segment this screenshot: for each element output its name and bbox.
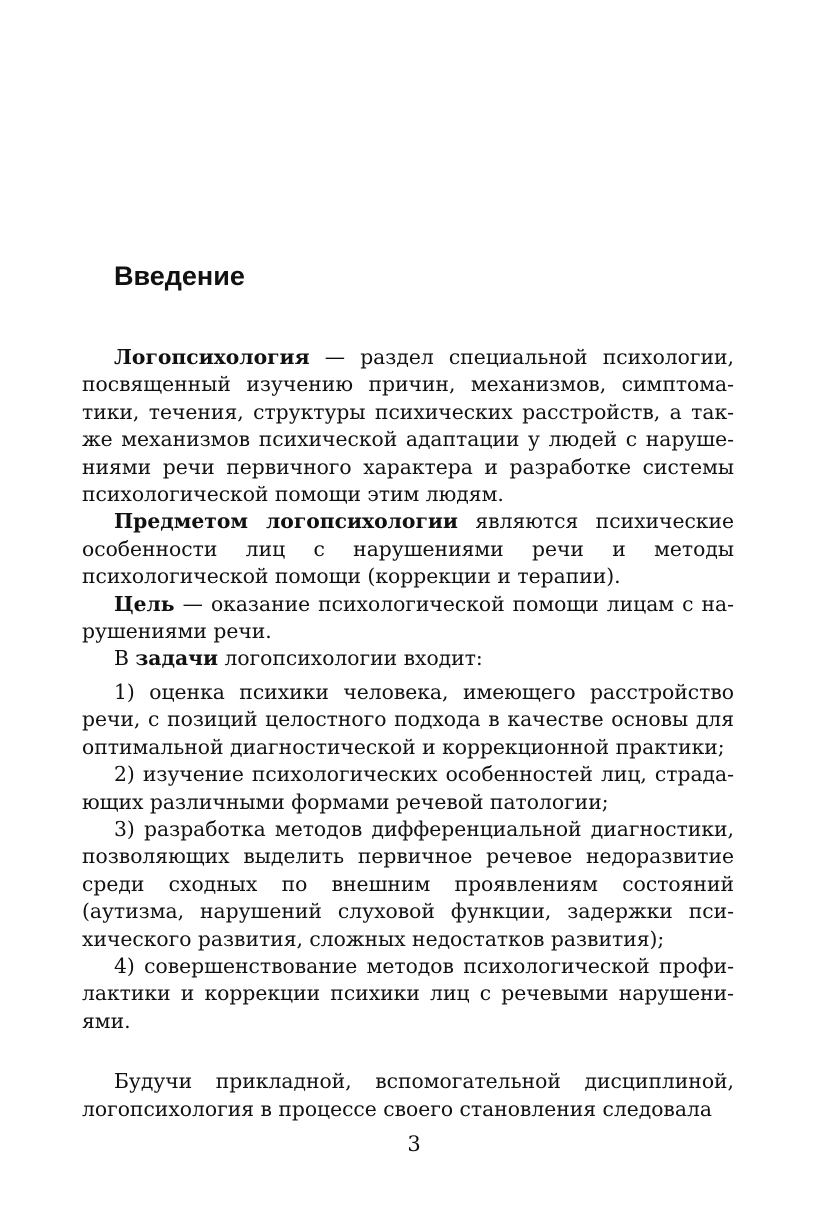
paragraph-definition xyxy=(82,344,734,508)
paragraph-subject xyxy=(82,508,734,590)
page-number: 3 xyxy=(407,1132,421,1156)
definition-text: — раздел специальной психологии, посвященный изучению причин, механизмов, симптоматики, течения, структуры психических расстройств, а также механизмов психической адаптации у людей с нарушениями речи первичного характера и разработке системы психологической помощи этим людям. xyxy=(82,345,734,507)
paragraph-tasks-intro xyxy=(82,645,734,672)
body-text xyxy=(82,344,734,1123)
term-tasks: задачи xyxy=(135,646,218,671)
list-item: 3) разработка методов дифференциальной диагностики, позволяющих выделить первичное речевое недоразвитие среди сходных по внешним проявлениям состояний (аутизма, нарушений слуховой функции, задержки психического развития, сложных недостатков развития); xyxy=(82,816,734,951)
goal-text: — оказание психологической помощи лицам с нарушениями речи. xyxy=(82,591,734,644)
paragraph-goal xyxy=(82,591,734,646)
term-logopsychology: Логопсихология xyxy=(114,345,310,369)
list-item: 1) оценка психики человека, имеющего расстройство речи, с позиций целостного подхода в качестве основы для оптимальной диагностической и коррекционной практики; xyxy=(82,679,734,759)
term-subject: Предметом логопсихологии xyxy=(114,509,458,534)
tasks-intro-text: логопсихологии входит: xyxy=(218,646,483,671)
list-item: 4) совершенствование методов психологической профилактики и коррекции психики лиц с речевыми нарушениями. xyxy=(82,953,734,1033)
paragraph-continuation: Будучи прикладной, вспомогательной дисциплиной, логопсихология в процессе своего становления следовала xyxy=(82,1069,734,1121)
subject-text: являются психические особенности лиц с нарушениями речи и методы психологической помощи (коррекции и терапии). xyxy=(82,509,734,589)
list-item: 2) изучение психологических особенностей лиц, страдающих различными формами речевой патологии; xyxy=(82,762,734,814)
tasks-intro-prefix: В xyxy=(114,646,136,671)
page-title: Введение xyxy=(114,261,245,291)
tasks-list xyxy=(82,679,734,1035)
term-goal: Цель xyxy=(114,591,175,616)
